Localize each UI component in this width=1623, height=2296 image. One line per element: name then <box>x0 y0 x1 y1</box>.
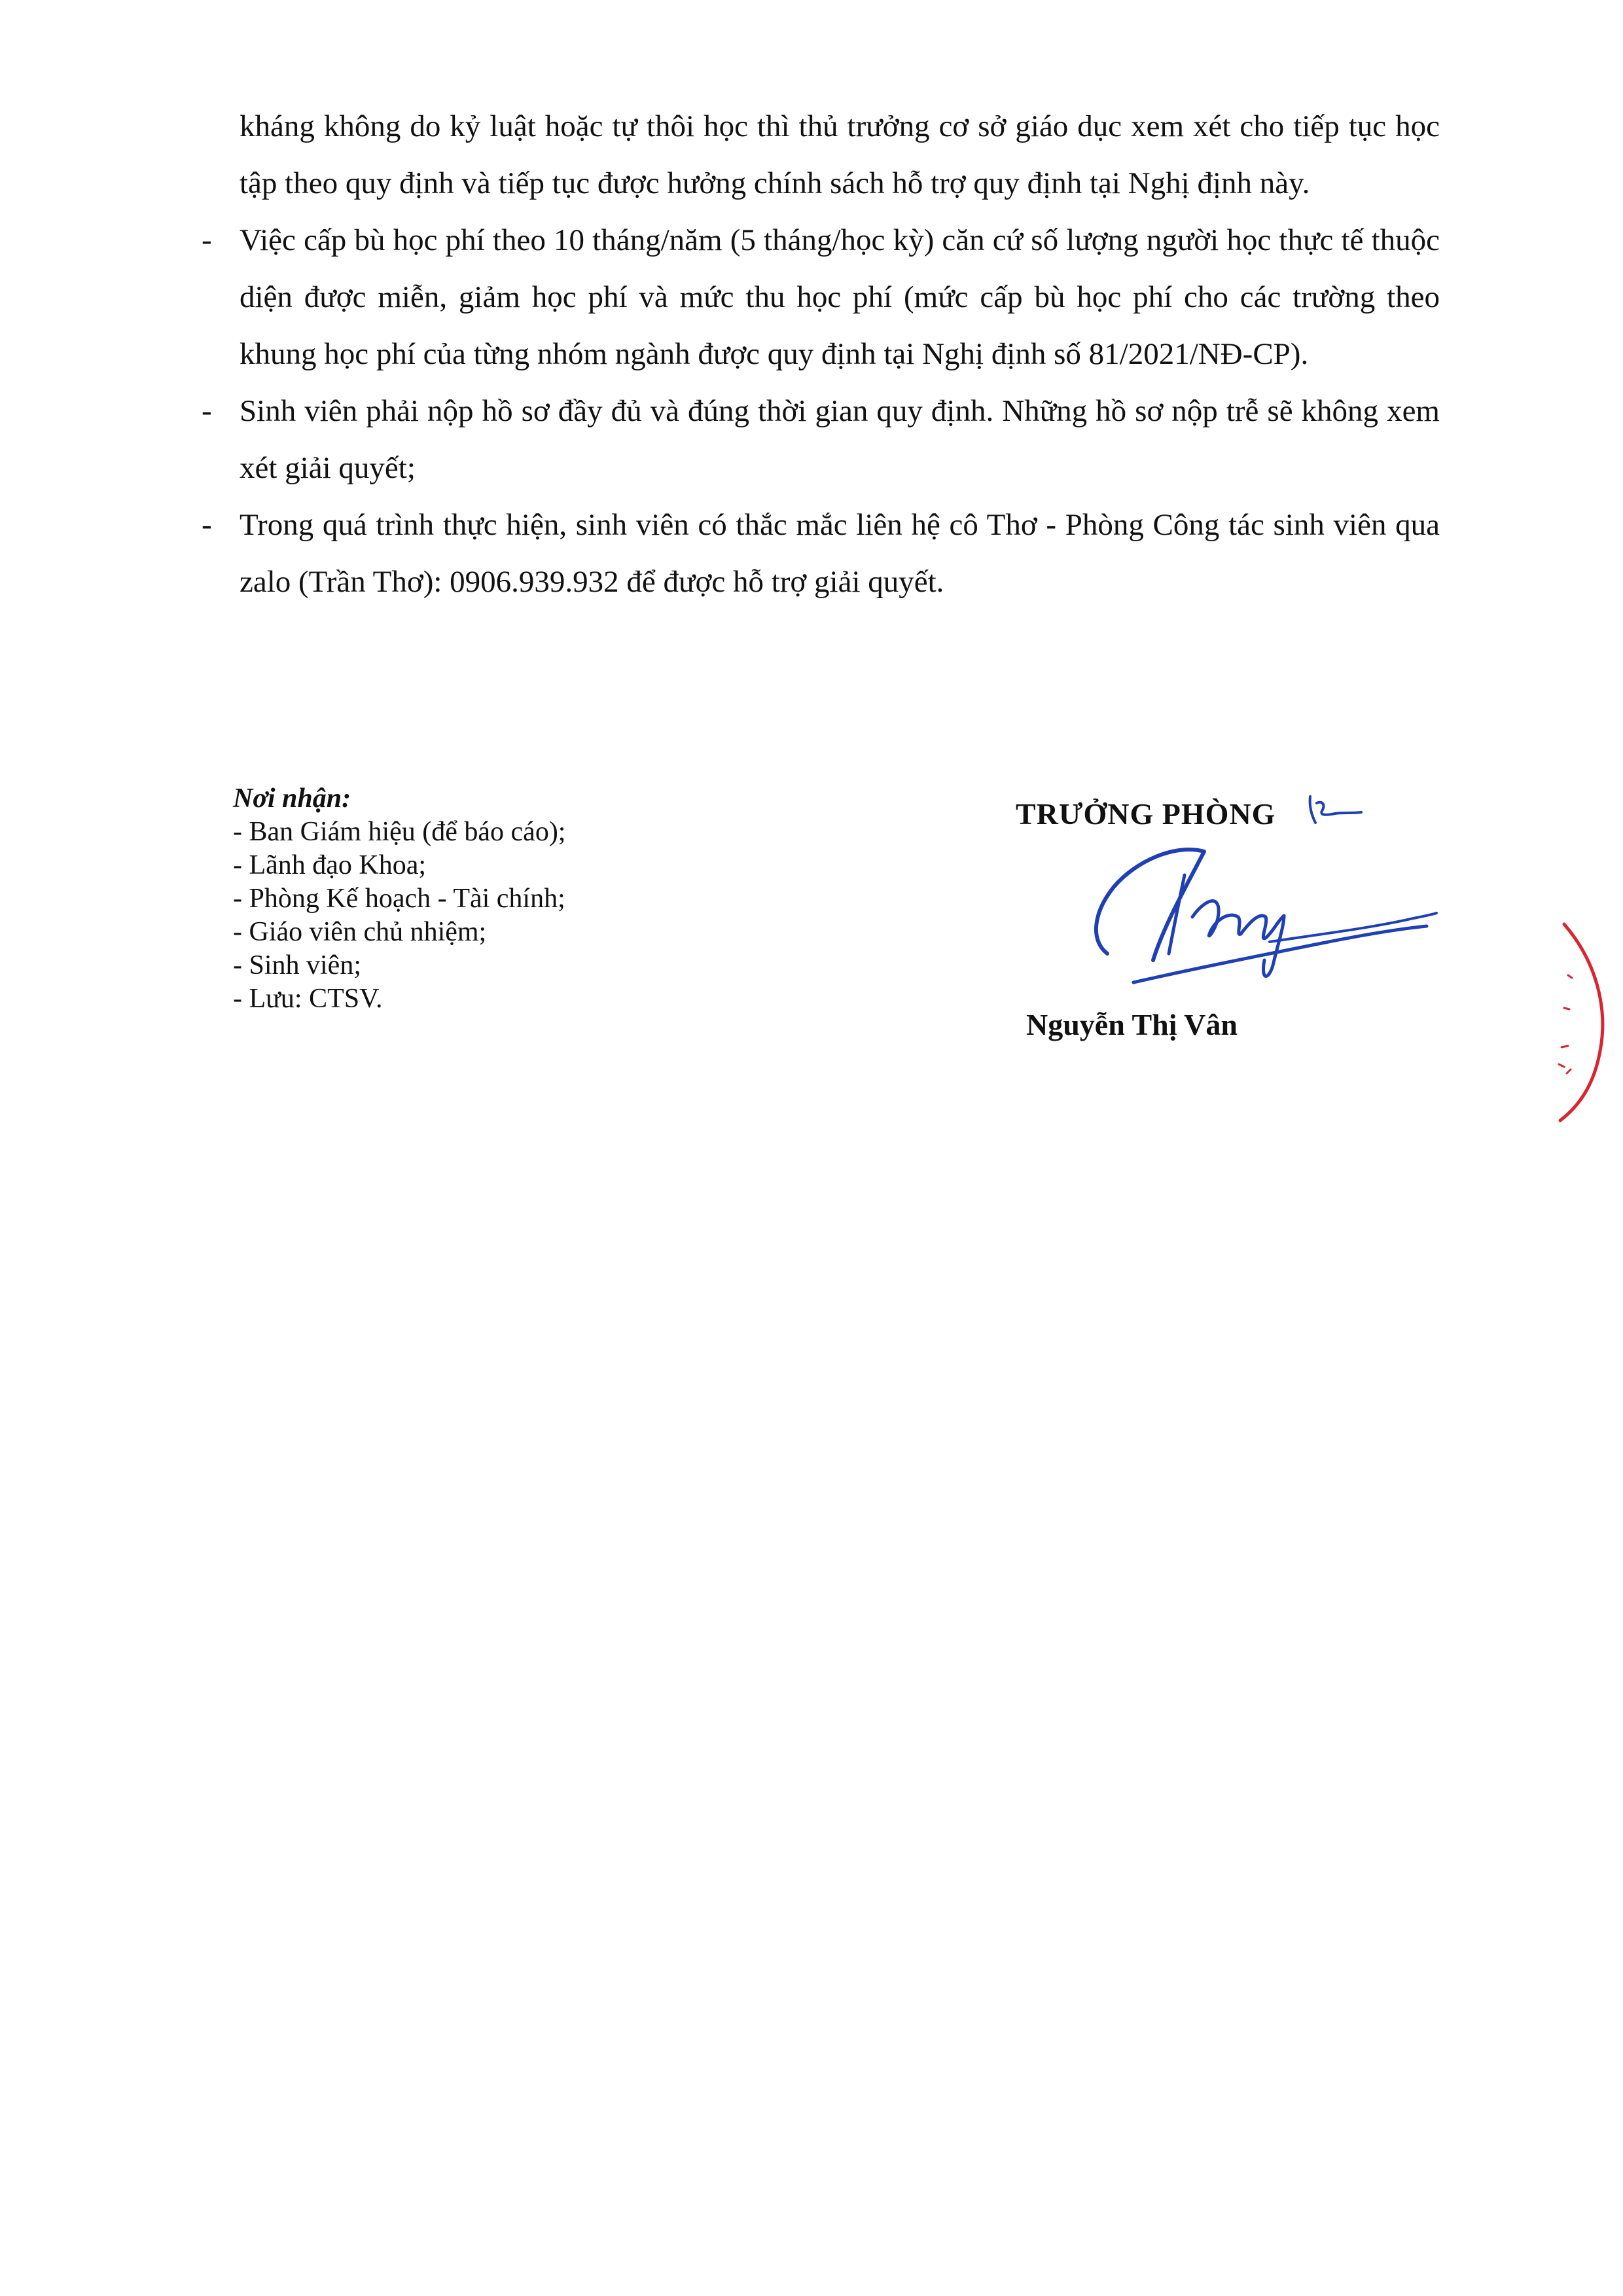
recipients-block <box>233 782 757 1016</box>
signer-name: Nguyễn Thị Vân <box>1026 1008 1238 1041</box>
recipient-item: - Sinh viên; <box>233 950 361 980</box>
bullet-dash: - <box>202 508 212 542</box>
bullet-item-tuition-compensation <box>196 212 1440 383</box>
bullet-item-submission-deadline <box>196 383 1440 497</box>
bullet-dash: - <box>202 223 212 257</box>
recipients-list <box>233 816 757 1016</box>
bullet-text: Việc cấp bù học phí theo 10 tháng/năm (5 tháng/học kỳ) căn cứ số lượng người học thực tế thuộc diện được miễn, giảm học phí và mức thu học phí (mức cấp bù học phí cho các trường theo khung học phí của từng nhóm ngành được quy định tại Nghị định số 81/2021/NĐ-CP). <box>240 223 1440 371</box>
document-body <box>196 98 1440 611</box>
recipients-label: Nơi nhận: <box>233 783 351 814</box>
signature-block <box>942 789 1440 1064</box>
bullet-text: Sinh viên phải nộp hồ sơ đầy đủ và đúng thời gian quy định. Những hồ sơ nộp trễ sẽ không xem xét giải quyết; <box>240 394 1440 485</box>
continued-paragraph: kháng không do kỷ luật hoặc tự thôi học thì thủ trưởng cơ sở giáo dục xem xét cho tiếp tục học tập theo quy định và tiếp tục được hưởng chính sách hỗ trợ quy định tại Nghị định này. <box>240 109 1440 200</box>
signer-title: TRƯỞNG PHÒNG <box>1016 797 1276 831</box>
recipient-item: - Ban Giám hiệu (để báo cáo); <box>233 817 566 847</box>
bullet-dash: - <box>202 394 212 428</box>
red-stamp-edge <box>1544 910 1623 1126</box>
recipient-item: - Lãnh đạo Khoa; <box>233 850 427 880</box>
bullet-item-contact <box>196 497 1440 611</box>
bullet-text: Trong quá trình thực hiện, sinh viên có thắc mắc liên hệ cô Thơ - Phòng Công tác sinh viên qua zalo (Trần Thơ): 0906.939.932 để được hỗ trợ giải quyết. <box>240 508 1440 599</box>
recipient-item: - Lưu: CTSV. <box>233 984 383 1014</box>
recipient-item: - Phòng Kế hoạch - Tài chính; <box>233 884 565 914</box>
recipient-item: - Giáo viên chủ nhiệm; <box>233 917 487 947</box>
